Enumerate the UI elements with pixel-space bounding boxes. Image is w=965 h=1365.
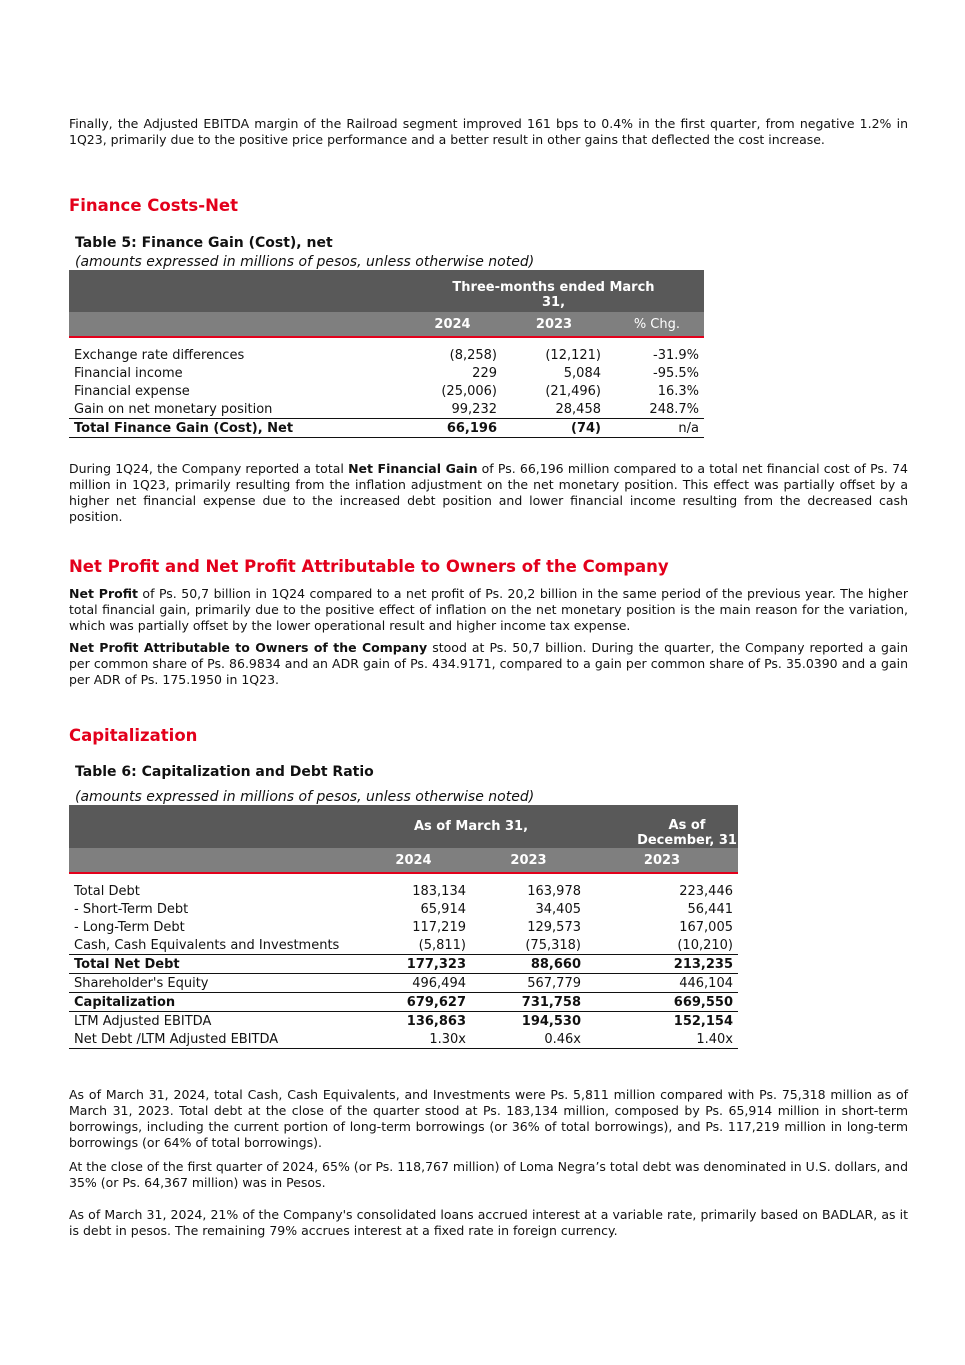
table6-title: Table 6: Capitalization and Debt Ratio (75, 764, 374, 780)
capitalization-paragraph-1: As of March 31, 2024, total Cash, Cash Equivalents, and Investments were Ps. 5,811 million compared with Ps. 75,318 million as of March 31, 2023. Total debt at the close of the quarter stood at Ps. 183,134 million, composed by Ps. 65,914 million in short-term borrowings, including the current portion of long-term borrowings (or 36% of total borrowings), and Ps. 117,219 million in long-term borrowings (or 64% of total borrowings). (69, 1087, 908, 1150)
table-row: LTM Adjusted EBITDA 136,863 194,530 152,154 (74, 1013, 733, 1029)
table5-col-2024: 2024 (403, 312, 502, 337)
table-row: Shareholder's Equity 496,494 567,779 446,104 (74, 975, 733, 991)
finance-gain-table (69, 270, 704, 438)
intro-paragraph: Finally, the Adjusted EBITDA margin of the Railroad segment improved 161 bps to 0.4% in the first quarter, from negative 1.2% in 1Q23, primarily due to the positive price performance and a better result in other gains that deflected the cost increase. (69, 116, 908, 147)
table-row: - Short-Term Debt 65,914 34,405 56,441 (74, 901, 733, 917)
net-profit-heading: Net Profit and Net Profit Attributable to Owners of the Company (69, 557, 669, 576)
table5-col-chg: % Chg. (606, 312, 704, 337)
table-row: - Long-Term Debt 117,219 129,573 167,005 (74, 919, 733, 935)
table-row: Total Debt 183,134 163,978 223,446 (74, 883, 733, 899)
total-net-debt-row: Total Net Debt 177,323 88,660 213,235 (69, 955, 738, 974)
table5-total-row: Total Finance Gain (Cost), Net 66,196 (74) n/a (69, 419, 704, 438)
table6-col-b: 2023 (471, 848, 586, 873)
capitalization-row: Capitalization 679,627 731,758 669,550 (69, 993, 738, 1012)
finance-paragraph: During 1Q24, the Company reported a total Net Financial Gain of Ps. 66,196 million compared to a total net financial cost of Ps. 74 million in 1Q23, primarily resulting from the inflation adjustment on the net monetary position. This effect was partially offset by a higher net financial expense due to the increased debt position and lower financial income resulting from the decreased cash position. (69, 461, 909, 524)
table-row: Net Debt /LTM Adjusted EBITDA 1.30x 0.46x 1.40x (69, 1030, 738, 1049)
table5-subtitle: (amounts expressed in millions of pesos, unless otherwise noted) (75, 254, 535, 270)
table6-col-c: 2023 (586, 848, 738, 873)
finance-costs-heading: Finance Costs-Net (69, 196, 238, 215)
table5-title: Table 5: Finance Gain (Cost), net (75, 235, 333, 251)
capitalization-table (69, 805, 738, 1049)
table-row: Financial expense (25,006) (21,496) 16.3% (74, 383, 699, 399)
table6-subtitle: (amounts expressed in millions of pesos, unless otherwise noted) (75, 789, 535, 805)
net-profit-paragraph: Net Profit of Ps. 50,7 billion in 1Q24 compared to a net profit of Ps. 20,2 billion in the same period of the previous year. The higher total financial gain, primarily due to the positive effect of inflation on the net monetary position is the main reason for the variation, which was partially offset by the lower operational result and higher income tax expense. (69, 586, 908, 633)
capitalization-paragraph-2: At the close of the first quarter of 2024, 65% (or Ps. 118,767 million) of Loma Negra’s total debt was denominated in U.S. dollars, and 35% (or Ps. 64,367 million) was in Pesos. (69, 1159, 908, 1190)
table5-col-2023: 2023 (502, 312, 606, 337)
table-row: Financial income 229 5,084 -95.5% (74, 365, 699, 381)
table6-col-a: 2024 (356, 848, 471, 873)
capitalization-heading: Capitalization (69, 726, 198, 745)
capitalization-paragraph-3: As of March 31, 2024, 21% of the Company's consolidated loans accrued interest at a variable rate, primarily based on BADLAR, as it is debt in pesos. The remaining 79% accrues interest at a fixed rate in foreign currency. (69, 1207, 908, 1238)
table5-group-header: Three-months ended March 31, (403, 270, 704, 312)
table6-group-header-2: As of December, 31 (586, 805, 738, 848)
table-row: Cash, Cash Equivalents and Investments (5,811) (75,318) (10,210) (74, 937, 733, 953)
table-row: Gain on net monetary position 99,232 28,458 248.7% (74, 401, 699, 417)
table-row: Exchange rate differences (8,258) (12,121) -31.9% (74, 347, 699, 363)
table6-group-header-1: As of March 31, (356, 805, 586, 848)
net-profit-attributable-paragraph: Net Profit Attributable to Owners of the Company stood at Ps. 50,7 billion. During the quarter, the Company reported a gain per common share of Ps. 86.9834 and an ADR gain of Ps. 434.9171, compared to a gain per common share of Ps. 35.0390 and a gain per ADR of Ps. 175.1950 in 1Q23. (69, 640, 909, 687)
